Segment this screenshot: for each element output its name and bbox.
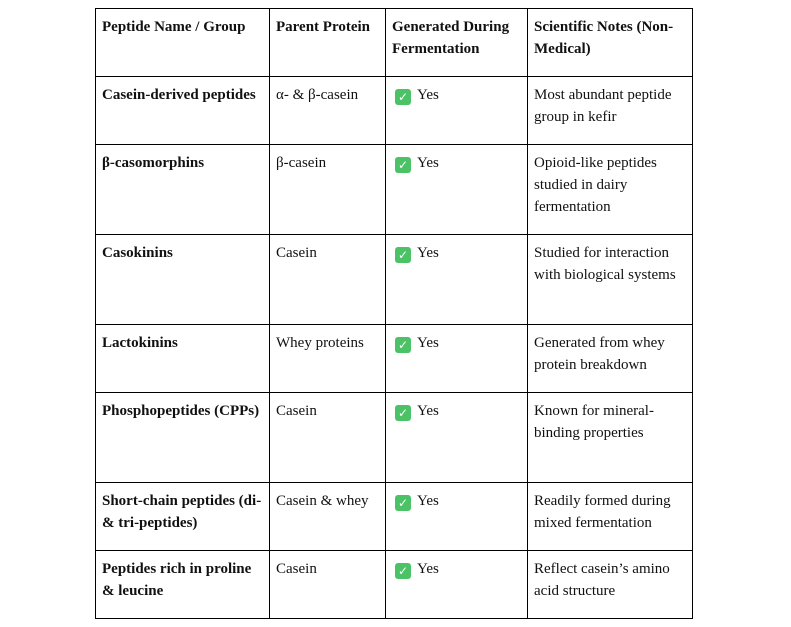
generated-cell [386,551,528,619]
peptide-name-cell: Casokinins [96,235,270,325]
header-generated-during-fermentation: Generated During Fermentation [386,9,528,77]
generated-value: Yes [417,87,439,103]
check-mark-icon: ✓ [395,247,411,263]
generated-cell [386,145,528,235]
table-row [96,551,693,619]
peptide-name-cell: Phosphopeptides (CPPs) [96,393,270,483]
scientific-notes-cell: Reflect casein’s amino acid structure [528,551,693,619]
scientific-notes-cell: Readily formed during mixed fermentation [528,483,693,551]
parent-protein-cell: α- & β-casein [270,77,386,145]
peptide-name-cell: Peptides rich in proline & leucine [96,551,270,619]
generated-value: Yes [417,155,439,171]
peptide-name-cell: β-casomorphins [96,145,270,235]
scientific-notes-cell: Studied for interaction with biological systems [528,235,693,325]
peptide-name-cell: Casein-derived peptides [96,77,270,145]
scientific-notes-cell: Opioid-like peptides studied in dairy fermentation [528,145,693,235]
generated-value: Yes [417,403,439,419]
parent-protein-cell: Casein [270,551,386,619]
check-mark-icon: ✓ [395,495,411,511]
scientific-notes-cell: Most abundant peptide group in kefir [528,77,693,145]
table-header-row [96,9,693,77]
generated-cell [386,235,528,325]
generated-value: Yes [417,561,439,577]
generated-value: Yes [417,335,439,351]
parent-protein-cell: Casein [270,235,386,325]
header-parent-protein: Parent Protein [270,9,386,77]
scientific-notes-cell: Known for mineral-binding properties [528,393,693,483]
check-mark-icon: ✓ [395,563,411,579]
parent-protein-cell: β-casein [270,145,386,235]
peptide-table [95,8,693,619]
table-row [96,393,693,483]
scientific-notes-cell: Generated from whey protein breakdown [528,325,693,393]
generated-cell [386,393,528,483]
header-scientific-notes: Scientific Notes (Non-Medical) [528,9,693,77]
peptide-name-cell: Lactokinins [96,325,270,393]
parent-protein-cell: Casein & whey [270,483,386,551]
check-mark-icon: ✓ [395,157,411,173]
generated-cell [386,325,528,393]
table-row [96,483,693,551]
table-row [96,145,693,235]
table-row [96,325,693,393]
parent-protein-cell: Casein [270,393,386,483]
generated-value: Yes [417,245,439,261]
generated-value: Yes [417,493,439,509]
peptide-name-cell: Short-chain peptides (di- & tri-peptides) [96,483,270,551]
check-mark-icon: ✓ [395,405,411,421]
generated-cell [386,483,528,551]
check-mark-icon: ✓ [395,337,411,353]
table-row [96,77,693,145]
generated-cell [386,77,528,145]
table-row [96,235,693,325]
check-mark-icon: ✓ [395,89,411,105]
parent-protein-cell: Whey proteins [270,325,386,393]
header-peptide-name: Peptide Name / Group [96,9,270,77]
